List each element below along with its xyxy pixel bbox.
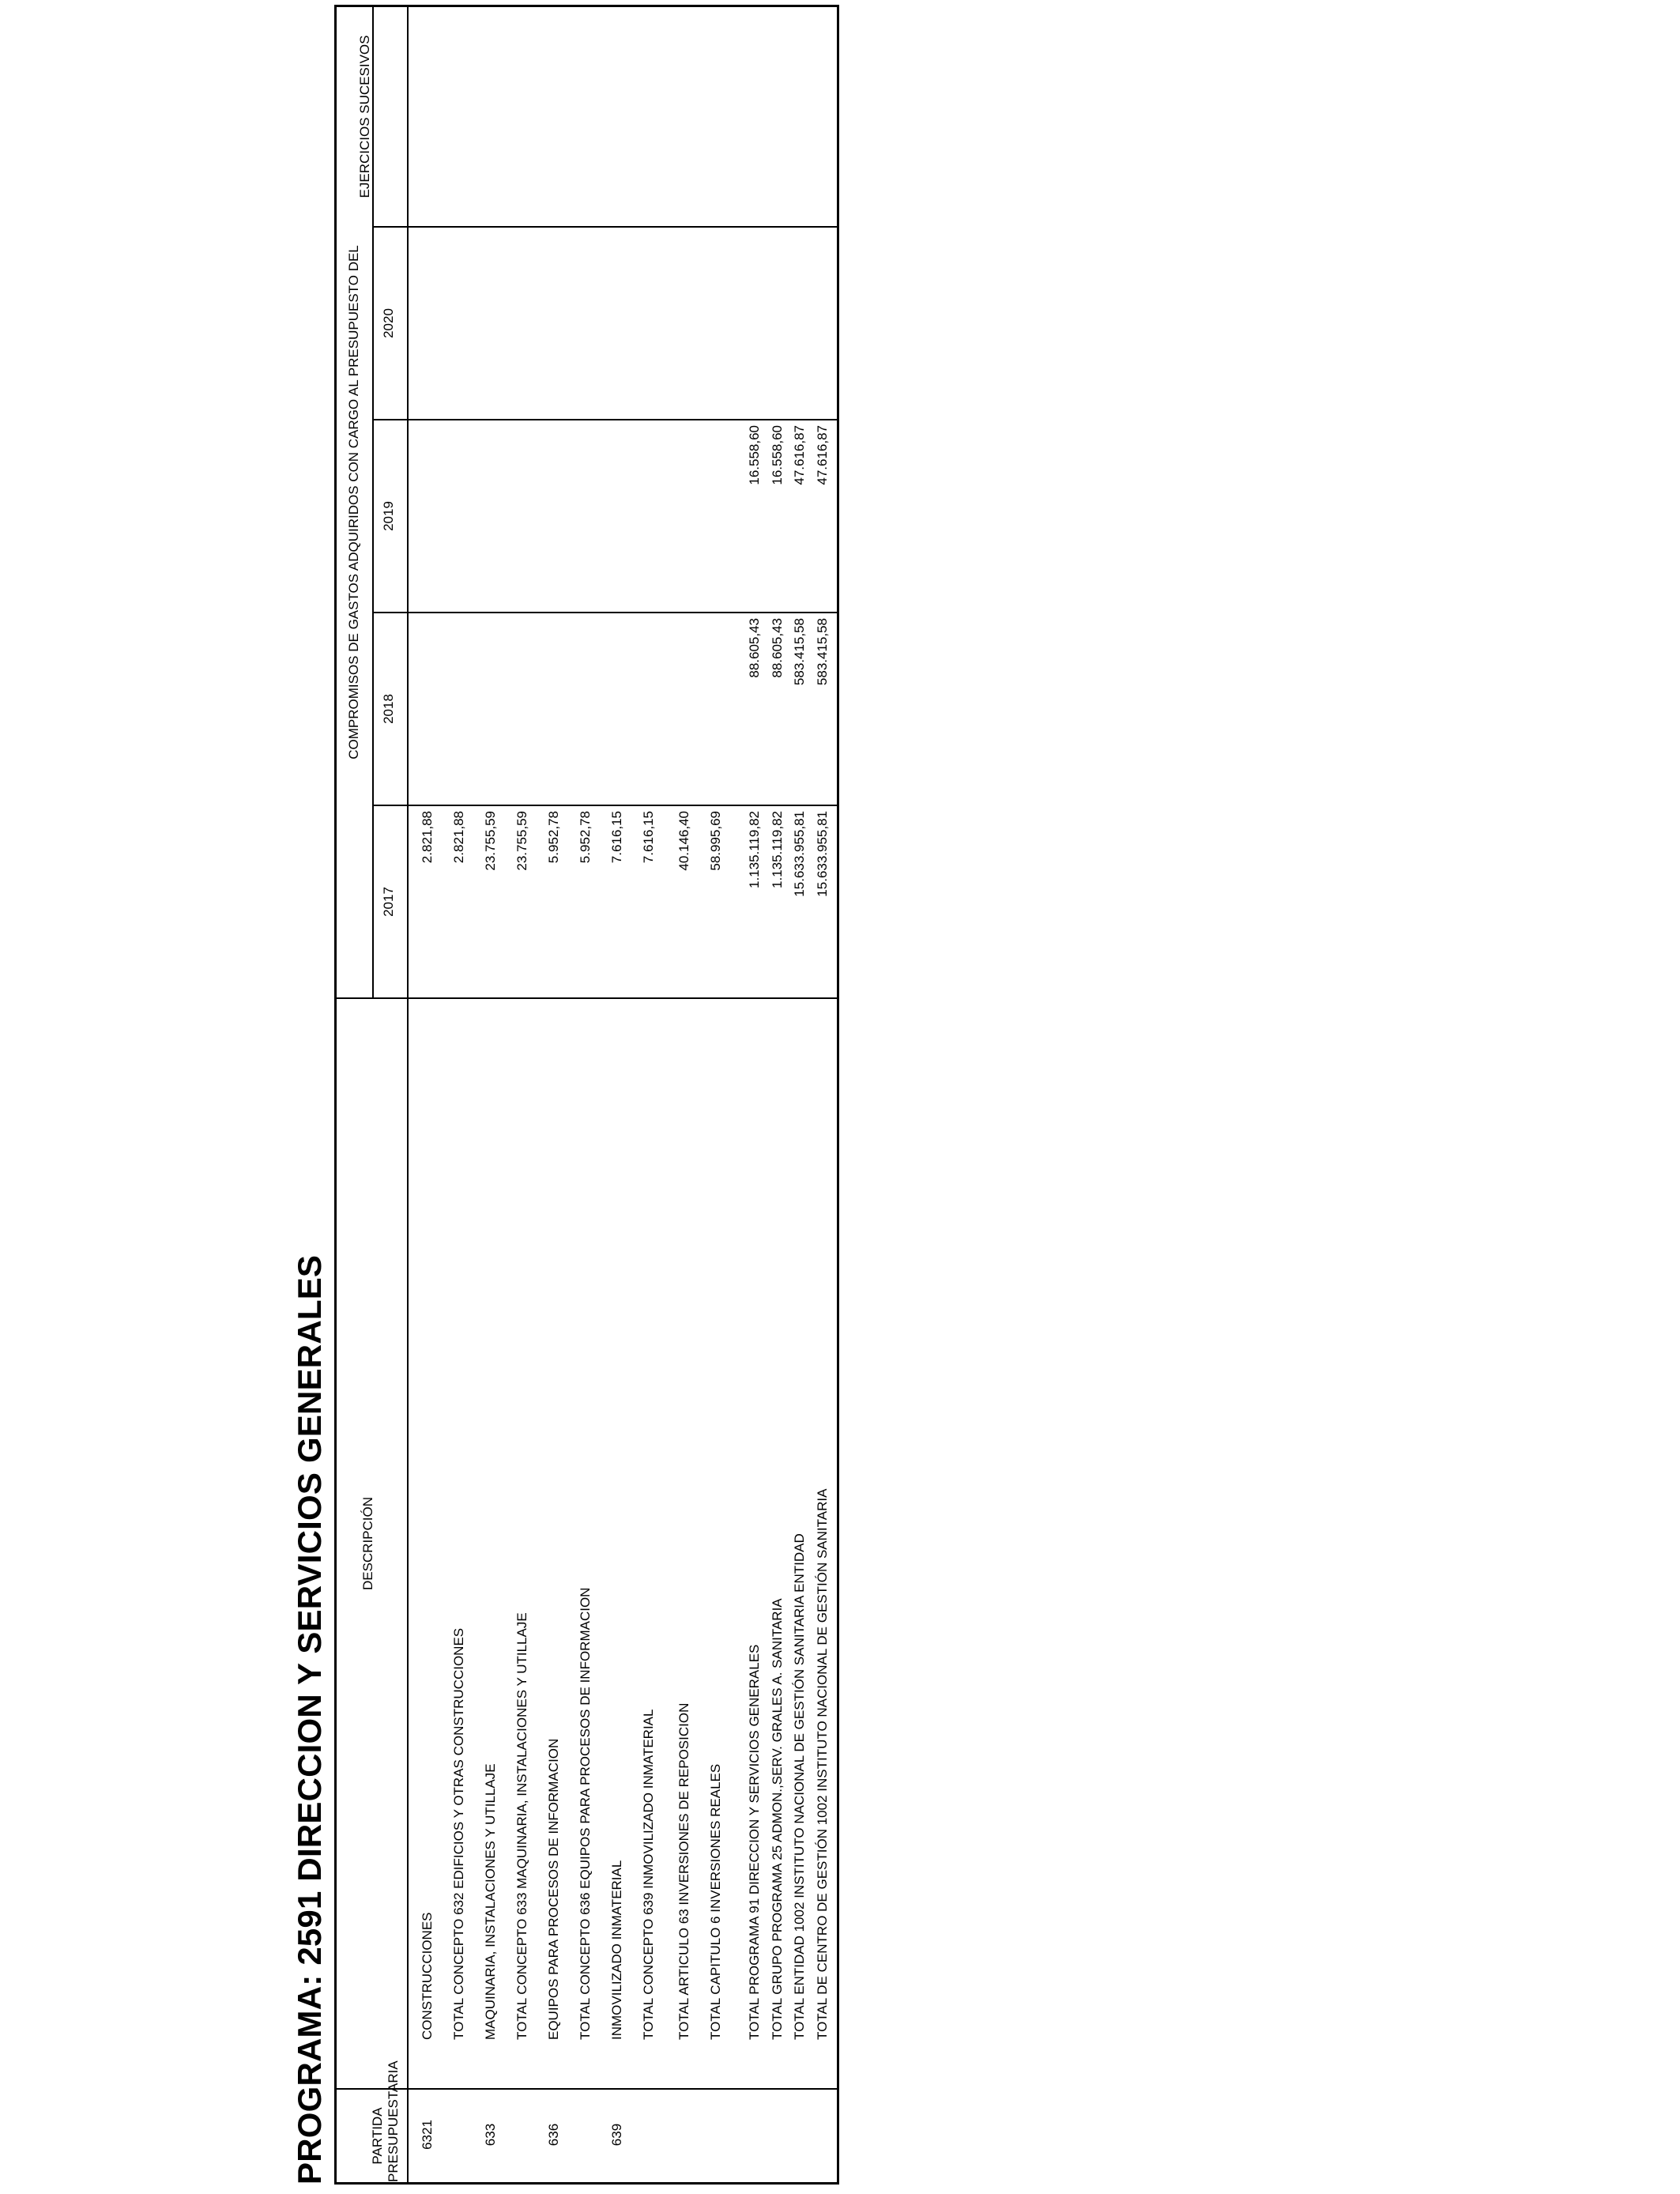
year-header-2020: 2020 bbox=[381, 308, 396, 338]
col-divider bbox=[337, 2088, 837, 2090]
col-divider bbox=[337, 997, 837, 999]
row-description: TOTAL CONCEPTO 636 EQUIPOS PARA PROCESOS DE INFORMACION bbox=[578, 1587, 593, 2040]
amount-2018: 88.605,43 bbox=[770, 618, 785, 678]
partida-header bbox=[370, 2060, 401, 2182]
col-divider bbox=[372, 419, 837, 420]
amount-2017: 23.755,59 bbox=[514, 811, 529, 871]
partida-code: 639 bbox=[609, 2123, 624, 2147]
amount-2017: 58.995,69 bbox=[708, 811, 723, 871]
descripcion-header: DESCRIPCIÓN bbox=[360, 1496, 375, 1591]
partida-code: 633 bbox=[483, 2123, 498, 2147]
year-header-sucesivos: EJERCICIOS SUCESIVOS bbox=[357, 35, 372, 198]
amount-2017: 15.633.955,81 bbox=[815, 811, 830, 897]
col-divider bbox=[372, 226, 837, 228]
row-description: TOTAL PROGRAMA 91 DIRECCION Y SERVICIOS GENERALES bbox=[747, 1644, 762, 2040]
amount-2018: 583.415,58 bbox=[815, 618, 830, 686]
row-description: EQUIPOS PARA PROCESOS DE INFORMACION bbox=[546, 1738, 561, 2040]
amount-2017: 1.135.119,82 bbox=[747, 811, 762, 888]
row-description: TOTAL DE CENTRO DE GESTIÓN 1002 INSTITUTO NACIONAL DE GESTIÓN SANITARIA bbox=[815, 1488, 830, 2040]
amount-2017: 7.616,15 bbox=[609, 811, 624, 864]
row-description: TOTAL CONCEPTO 633 MAQUINARIA, INSTALACIONES Y UTILLAJE bbox=[514, 1612, 529, 2040]
amount-2019: 47.616,87 bbox=[815, 425, 830, 485]
amount-2019: 16.558,60 bbox=[747, 425, 762, 485]
budget-table bbox=[334, 5, 839, 2185]
amount-2017: 7.616,15 bbox=[641, 811, 656, 864]
partida-header-line2: PRESUPUESTARIA bbox=[386, 2060, 401, 2182]
amount-2017: 15.633.955,81 bbox=[792, 811, 807, 897]
row-description: TOTAL CONCEPTO 632 EDIFICIOS Y OTRAS CONSTRUCCIONES bbox=[451, 1627, 466, 2040]
row-description: TOTAL CAPITULO 6 INVERSIONES REALES bbox=[708, 1763, 723, 2040]
amount-2019: 47.616,87 bbox=[792, 425, 807, 485]
row-description: TOTAL CONCEPTO 639 INMOVILIZADO INMATERIAL bbox=[641, 1709, 656, 2040]
row-description: CONSTRUCCIONES bbox=[420, 1912, 435, 2040]
amount-2017: 5.952,78 bbox=[546, 811, 561, 864]
compromisos-header: COMPROMISOS DE GASTOS ADQUIRIDOS CON CARGO AL PRESUPUESTO DEL bbox=[346, 245, 361, 760]
row-description: TOTAL GRUPO PROGRAMA 25 ADMON.,SERV. GRALES A. SANITARIA bbox=[770, 1598, 785, 2040]
page-title: PROGRAMA: 2591 DIRECCION Y SERVICIOS GENERALES bbox=[291, 1254, 328, 2185]
col-divider bbox=[372, 612, 837, 613]
amount-2019: 16.558,60 bbox=[770, 425, 785, 485]
amount-2018: 583.415,58 bbox=[792, 618, 807, 686]
row-description: TOTAL ENTIDAD 1002 INSTITUTO NACIONAL DE GESTIÓN SANITARIA ENTIDAD bbox=[792, 1533, 807, 2040]
row-description: TOTAL ARTICULO 63 INVERSIONES DE REPOSICION bbox=[676, 1702, 691, 2040]
col-divider bbox=[372, 805, 837, 806]
amount-2017: 2.821,88 bbox=[420, 811, 435, 864]
amount-2017: 1.135.119,82 bbox=[770, 811, 785, 888]
amount-2018: 88.605,43 bbox=[747, 618, 762, 678]
amount-2017: 2.821,88 bbox=[451, 811, 466, 864]
partida-code: 6321 bbox=[420, 2120, 435, 2150]
partida-code: 636 bbox=[546, 2123, 561, 2147]
row-description: INMOVILIZADO INMATERIAL bbox=[609, 1860, 624, 2040]
year-header-2018: 2018 bbox=[381, 694, 396, 724]
amount-2017: 5.952,78 bbox=[578, 811, 593, 864]
year-header-2017: 2017 bbox=[381, 887, 396, 917]
header-bottom-rule bbox=[407, 7, 409, 2182]
amount-2017: 23.755,59 bbox=[483, 811, 498, 871]
year-header-2019: 2019 bbox=[381, 501, 396, 531]
amount-2017: 40.146,40 bbox=[676, 811, 691, 871]
row-description: MAQUINARIA, INSTALACIONES Y UTILLAJE bbox=[483, 1763, 498, 2040]
partida-header-line1: PARTIDA bbox=[370, 2107, 385, 2165]
